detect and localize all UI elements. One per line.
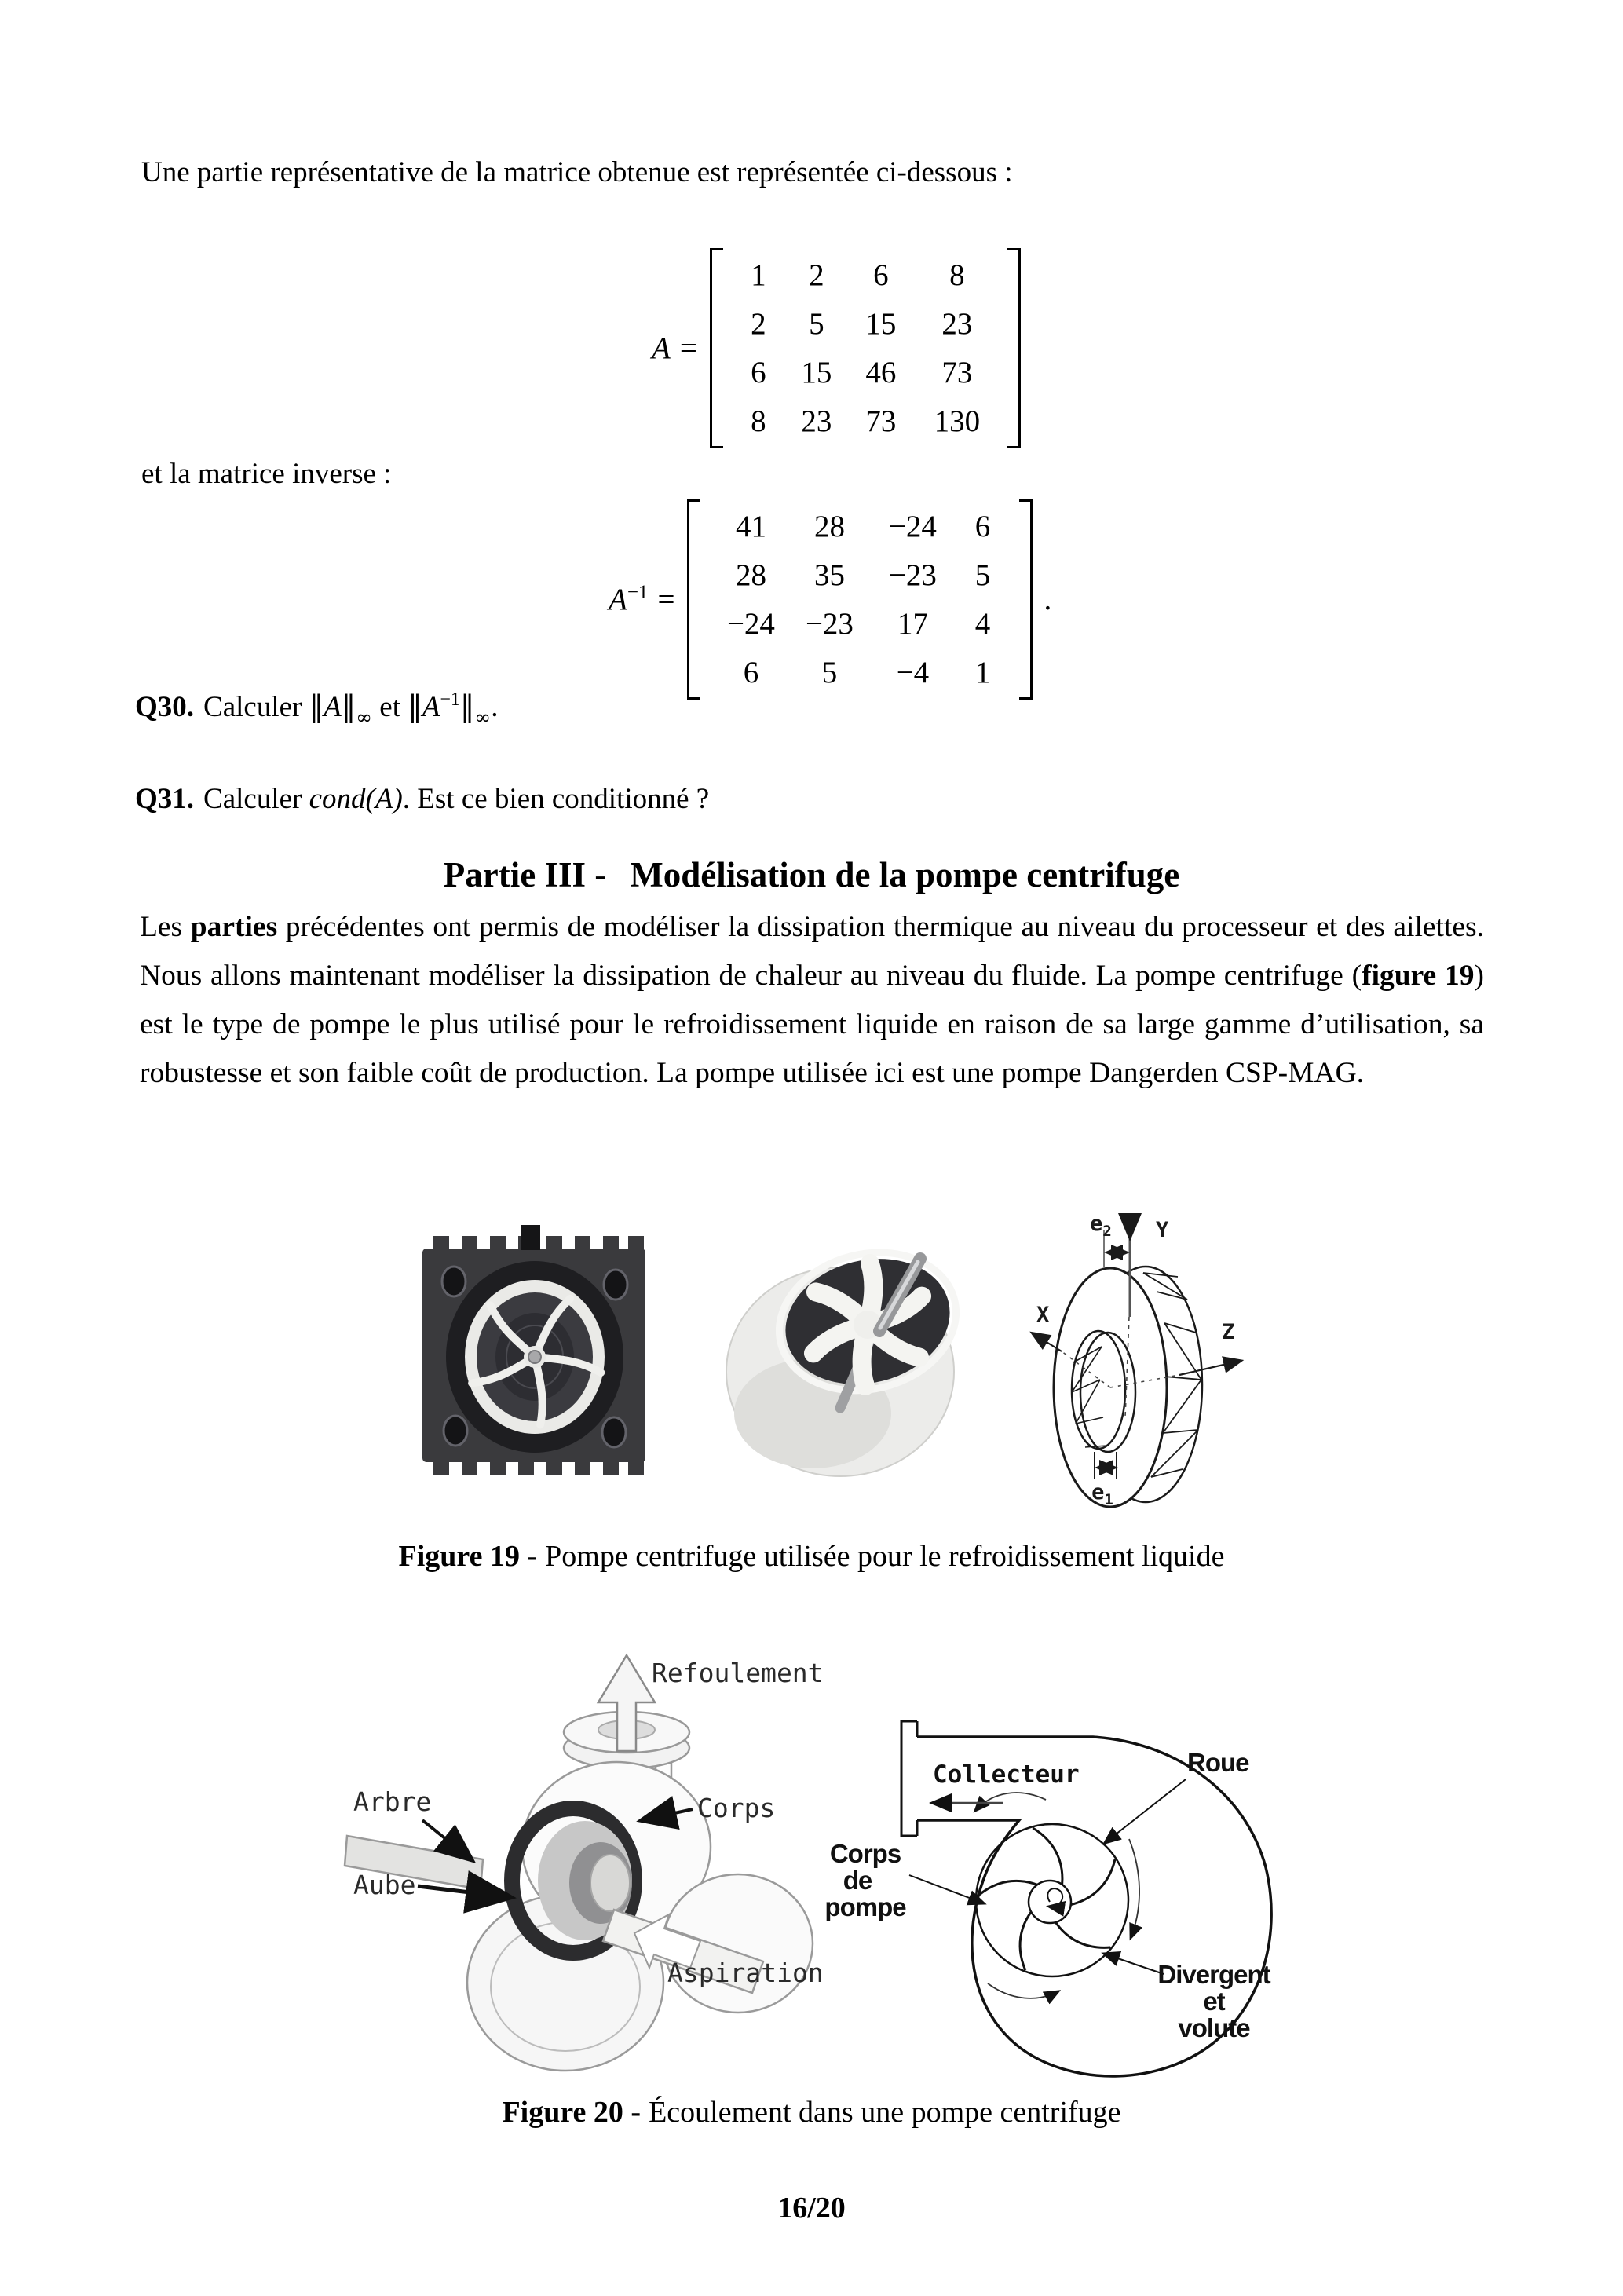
outlet-flange bbox=[901, 1721, 917, 1836]
question-number: Q30. bbox=[135, 691, 195, 723]
corps-pompe-label: de bbox=[843, 1866, 872, 1895]
roue-arrow bbox=[1105, 1779, 1186, 1843]
matrix-cell: 5 bbox=[809, 307, 824, 341]
matrix-cell: 15 bbox=[801, 356, 832, 389]
matrix-cell: 41 bbox=[735, 510, 766, 543]
divergent-label: Divergent bbox=[1157, 1960, 1270, 1989]
section-number: Partie III - bbox=[443, 855, 607, 894]
question-text: et bbox=[379, 691, 400, 723]
paragraph-bold: figure 19 bbox=[1362, 960, 1475, 992]
matrix-cell: 8 bbox=[949, 258, 965, 292]
matrix-cell: 15 bbox=[865, 307, 897, 341]
matrix-cell: 73 bbox=[941, 356, 973, 389]
corps-pompe-label: pompe bbox=[824, 1892, 906, 1921]
matrix-cell: 35 bbox=[813, 558, 845, 592]
y-axis-label: Y bbox=[1156, 1218, 1169, 1242]
section-heading bbox=[0, 854, 1623, 895]
paragraph-text: précédentes ont permis de modéliser la dissipation thermique au niveau du processeur et des ailettes. Nous allons maintenant modéliser la dissipation de chaleur au niveau du fluide. La pompe centrifuge ( bbox=[140, 911, 1484, 992]
figure-caption-text: Écoulement dans une pompe centrifuge bbox=[649, 2096, 1121, 2129]
matrix-cell: 28 bbox=[735, 558, 766, 592]
matrix-cell: −23 bbox=[888, 558, 937, 592]
roue-label: Roue bbox=[1187, 1748, 1249, 1777]
infinity-subscript: ∞ bbox=[356, 706, 373, 729]
question-text: . Est ce bien conditionné ? bbox=[402, 783, 710, 815]
matrix-a-values bbox=[726, 248, 1004, 448]
z-axis bbox=[1179, 1361, 1241, 1375]
matrix-cell: 28 bbox=[813, 510, 845, 543]
divergent-label: et bbox=[1203, 1987, 1225, 2016]
figure20-caption bbox=[0, 2095, 1623, 2130]
corps-pompe-label: Corps bbox=[829, 1839, 901, 1868]
section-title: Modélisation de la pompe centrifuge bbox=[630, 855, 1180, 894]
period: . bbox=[491, 691, 499, 723]
matrix-cell: 1 bbox=[974, 656, 991, 689]
collecteur-label: Collecteur bbox=[933, 1760, 1080, 1789]
figure-number: Figure 20 - bbox=[502, 2096, 642, 2129]
inverse-intro-line: et la matrice inverse : bbox=[141, 458, 392, 490]
matrix-cell: 6 bbox=[974, 510, 991, 543]
impeller-technical-drawing bbox=[1013, 1182, 1460, 1515]
matrix-a-equation bbox=[652, 248, 1021, 448]
left-bracket bbox=[687, 499, 700, 700]
norm-bars: ‖ bbox=[459, 689, 475, 723]
matrix-a-lhs bbox=[652, 331, 697, 366]
question-30 bbox=[135, 689, 498, 729]
hub-back-rim bbox=[1080, 1333, 1135, 1452]
right-bracket bbox=[1007, 248, 1021, 448]
matrix-a-symbol: A bbox=[422, 691, 440, 723]
norm-bars: ‖ bbox=[341, 689, 356, 723]
cond-argument: (A) bbox=[365, 783, 403, 815]
question-number: Q31. bbox=[135, 783, 195, 815]
matrix-cell: 4 bbox=[974, 607, 991, 641]
infinity-subscript: ∞ bbox=[474, 706, 492, 729]
flow-arc-bottom bbox=[988, 1983, 1058, 1998]
matrix-a-inverse-equation bbox=[609, 499, 1051, 700]
matrix-cell: 6 bbox=[743, 656, 759, 689]
pump-cutaway-diagram bbox=[330, 1633, 848, 2097]
cable-stub bbox=[521, 1225, 540, 1250]
matrix-cell: −4 bbox=[896, 656, 930, 689]
divergent-arrow bbox=[1104, 1954, 1164, 1974]
cond-function: cond bbox=[309, 783, 366, 815]
e2-label: $e_2$ bbox=[1090, 1212, 1112, 1240]
matrix-cell: 46 bbox=[865, 356, 897, 389]
equals-sign: = bbox=[657, 583, 675, 616]
inverse-exponent: −1 bbox=[627, 582, 649, 603]
volute-flow-diagram bbox=[817, 1704, 1437, 2104]
paragraph-text: ) est le type de pompe le plus utilisé pour le refroidissement liquide en raison de sa large gamme d’utilisation, sa robustesse et son faible coût de production. La pompe utilisée ici est une pompe Dangerden CSP-MAG. bbox=[140, 960, 1484, 1089]
matrix-a-inverse-lhs bbox=[609, 582, 674, 617]
aspiration-label: Aspiration bbox=[667, 1958, 824, 1988]
matrix-cell: 23 bbox=[941, 307, 973, 341]
body-paragraph bbox=[140, 903, 1484, 1098]
pump-photo-plate bbox=[416, 1225, 652, 1486]
intro-line: Une partie représentative de la matrice obtenue est représentée ci-dessous : bbox=[141, 156, 1013, 188]
matrix-cell: −24 bbox=[726, 607, 775, 641]
matrix-cell: 2 bbox=[751, 307, 766, 341]
matrix-cell: 1 bbox=[751, 258, 766, 292]
matrix-cell: 23 bbox=[801, 404, 832, 438]
question-text: Calculer bbox=[203, 691, 302, 723]
paragraph-text: Les bbox=[140, 911, 191, 943]
z-axis-label: Z bbox=[1222, 1320, 1235, 1344]
divergent-label: volute bbox=[1178, 2013, 1250, 2042]
corps-pompe-arrow bbox=[909, 1875, 984, 1903]
impeller-eye bbox=[590, 1855, 630, 1911]
corps-label: Corps bbox=[697, 1793, 776, 1823]
left-bracket bbox=[710, 248, 723, 448]
matrix-cell: −23 bbox=[805, 607, 854, 641]
paragraph-bold: parties bbox=[190, 911, 278, 943]
hub-screw bbox=[528, 1351, 541, 1363]
figure-number: Figure 19 - bbox=[398, 1540, 538, 1573]
right-bracket bbox=[1019, 499, 1033, 700]
matrix-cell: 6 bbox=[751, 356, 766, 389]
matrix-a-symbol: A bbox=[652, 331, 671, 365]
arbre-label: Arbre bbox=[353, 1786, 432, 1817]
equals-sign: = bbox=[679, 331, 697, 365]
equation-period: . bbox=[1044, 583, 1052, 616]
question-text: Calculer bbox=[203, 783, 302, 815]
inverse-exponent: −1 bbox=[440, 689, 460, 710]
x-axis-label: X bbox=[1036, 1303, 1050, 1327]
norm-bars: ‖ bbox=[408, 689, 422, 723]
flow-arc-right bbox=[1129, 1839, 1139, 1938]
e1-label: $e_1$ bbox=[1091, 1480, 1113, 1508]
matrix-cell: 2 bbox=[809, 258, 824, 292]
question-31 bbox=[135, 782, 709, 816]
figure-caption-text: Pompe centrifuge utilisée pour le refroidissement liquide bbox=[545, 1540, 1225, 1573]
matrix-a-inverse-symbol: A bbox=[609, 583, 627, 616]
matrix-cell: 130 bbox=[934, 404, 981, 438]
figure19-caption bbox=[0, 1539, 1623, 1574]
matrix-cell: 5 bbox=[974, 558, 991, 592]
aube-label: Aube bbox=[353, 1870, 416, 1900]
matrix-a-symbol: A bbox=[324, 691, 342, 723]
flow-arc-top bbox=[975, 1793, 1046, 1811]
page-number: 16/20 bbox=[777, 2192, 846, 2225]
aube-arrow bbox=[418, 1886, 509, 1897]
matrix-cell: −24 bbox=[888, 510, 937, 543]
matrix-cell: 17 bbox=[897, 607, 928, 641]
matrix-cell: 8 bbox=[751, 404, 766, 438]
matrix-cell: 73 bbox=[865, 404, 897, 438]
pump-photo-housing bbox=[722, 1221, 981, 1480]
matrix-a-inverse-values bbox=[704, 499, 1016, 700]
refoulement-label: Refoulement bbox=[652, 1658, 824, 1688]
matrix-cell: 5 bbox=[821, 656, 838, 689]
matrix-cell: 6 bbox=[873, 258, 889, 292]
norm-bars: ‖ bbox=[309, 689, 324, 723]
